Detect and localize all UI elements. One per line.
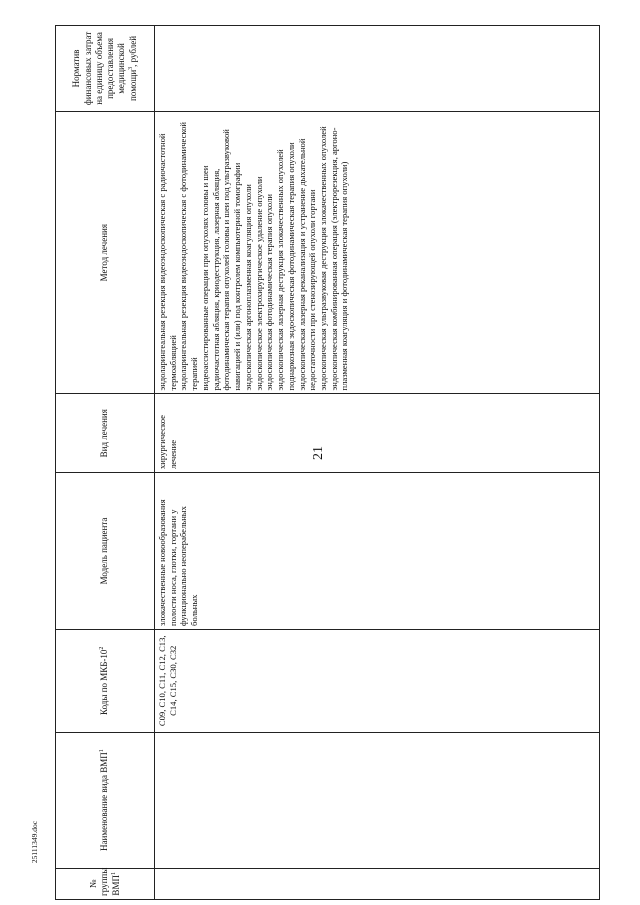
vmp-table: [55, 25, 600, 900]
header-norm: Норматив финансовых затрат на единицу объема предоставления медицинской помощи$^3$, рублей: [56, 26, 155, 112]
table-header-row: [56, 26, 155, 900]
cell-vmp-name: [155, 732, 600, 868]
header-patient-model: Модель пациента: [56, 472, 155, 629]
method-item: эндоларингеальная резекция видеоэндоскопическая с фотодинамической терапией: [178, 121, 200, 391]
method-item: эндоскопическая аргоноплазменная коагуляция опухоли: [242, 184, 253, 391]
header-vmp-name: Наименование вида ВМП$^1$: [56, 732, 155, 868]
cell-treatment-methods: [155, 111, 600, 394]
footer-filename: 25111349.doc: [30, 820, 39, 864]
header-icd-codes: Коды по МКБ-$10^2$: [56, 629, 155, 732]
header-group-no: № группы ВМП$^1$: [56, 868, 155, 899]
page-number: 21: [311, 446, 326, 460]
cell-group-no: [155, 868, 600, 899]
cell-patient-model: злокачественные новообразования полости носа, глотки, гортани у функционально неоперабельных больных: [155, 472, 600, 629]
cell-treatment-type: хирургическое лечение: [155, 394, 600, 473]
method-item: эндоскопическая лазерная деструкция злокачественных опухолей: [275, 149, 286, 391]
method-item: эндоскопическая комбинированная операция (электрорезекция, аргоно-плазменная коагуляция и фотодинамическая терапия опухоли): [328, 127, 350, 391]
method-item: эндоскопическая фотодинамическая терапия опухоли: [264, 194, 275, 391]
header-treatment-method: Метод лечения: [56, 111, 155, 394]
cell-norm: [155, 26, 600, 112]
rotated-table-container: [55, 25, 600, 900]
table-row: [155, 26, 600, 900]
method-item: эндоскопическое электрохирургическое удаление опухоли: [253, 176, 264, 391]
method-item: эндоскопическая лазерная реканализация и устранение дыхательной недостаточности при стенозирующей опухоли гортани: [296, 138, 318, 391]
method-item: эндоскопическая ультразвуковая деструкция злокачественных опухолей: [318, 126, 329, 391]
method-item: видеоассистированные операции при опухолях головы и шеи: [199, 165, 210, 391]
method-item: радиочастотная абляция, криодеструкция, лазерная абляция, фотодинамическая терапия опухолей головы и шеи под ультразвуковой навигацией и (или) под контролем компьютерной томографии: [210, 129, 243, 391]
cell-icd-codes: C09, C10, C11, C12, C13, C14, C15, C30, C32: [155, 629, 600, 732]
method-item: эндоларингеальная резекция видеоэндоскопическая с радиочастотной термоабляцией: [157, 133, 178, 391]
header-treatment-type: Вид лечения: [56, 394, 155, 473]
method-item: поднаркозная эндоскопическая фотодинамическая терапия опухоли: [285, 142, 296, 391]
